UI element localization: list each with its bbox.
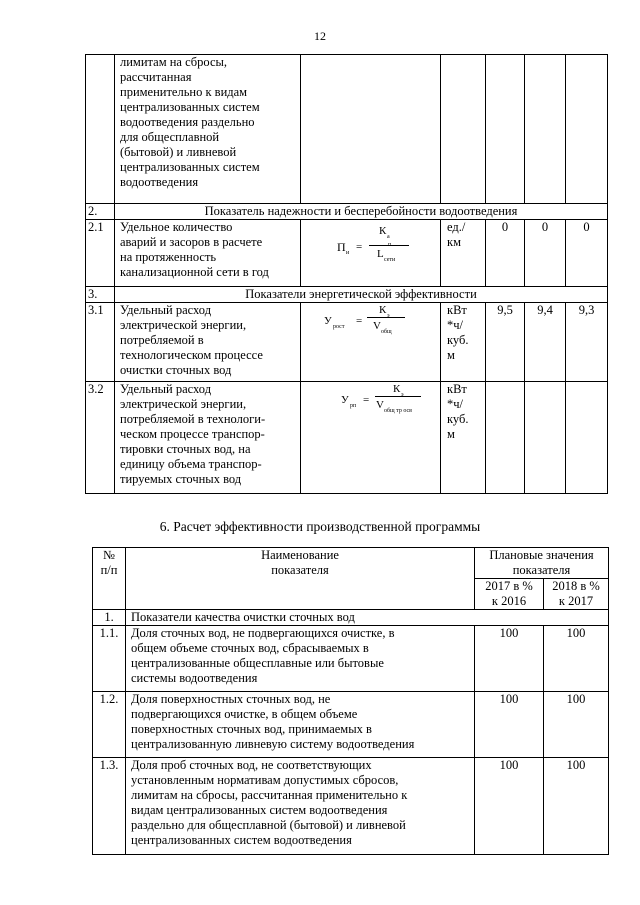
value-cell: 100: [475, 692, 544, 758]
section-row-2: [86, 204, 608, 220]
unit-cell: кВт *ч/ куб. м: [441, 303, 486, 382]
formula-denominator: V: [376, 399, 384, 411]
cell-description: Удельный расход электрической энергии, потребляемой в технологи- ческом процессе транспор- тировки сточных вод, на единицу объема транспор- тируемых сточных вод: [115, 382, 301, 494]
fraction-line: [375, 396, 421, 397]
formula-numerator-sub: э: [387, 313, 390, 319]
value-cell: 100: [475, 626, 544, 692]
formula-lhs: П: [337, 240, 346, 254]
row-number: 1.3.: [93, 758, 126, 855]
cell-description: Доля проб сточных вод, не соответствующих установленным нормативам допустимых сбросов, лимитам на сбросы, рассчитанная применительно к видам централизованных систем водоотведения раздельно для общесплавной (бытовой) и ливневой централизованных систем водоотведения: [126, 758, 475, 855]
unit-cell: кВт *ч/ куб. м: [441, 382, 486, 494]
cell-description: Удельное количество аварий и засоров в расчете на протяженность канализационной сети в год: [115, 220, 301, 287]
formula-eq: =: [363, 394, 370, 406]
formula-denominator: L: [377, 248, 384, 260]
header-2018: 2018 в % к 2017: [544, 579, 609, 610]
value-cell: 100: [475, 758, 544, 855]
header-plan: Плановые значения показателя: [475, 548, 609, 579]
row-number: 2.1: [86, 220, 115, 287]
section-title: Показатели энергетической эффективности: [115, 287, 608, 303]
table-row-1-3: [93, 758, 609, 855]
value-cell: 100: [544, 626, 609, 692]
formula-lhs: У: [341, 394, 349, 406]
formula-cell: [301, 382, 441, 494]
row-number: 3.2: [86, 382, 115, 494]
table-row-2-1: [86, 220, 608, 287]
efficiency-table: [92, 547, 609, 855]
formula-numerator: К: [393, 383, 401, 395]
indicators-table: [85, 54, 608, 494]
table-row-continuation: [86, 55, 608, 204]
value-cell: 0: [566, 220, 608, 287]
cell-description: лимитам на сбросы, рассчитанная применительно к видам централизованных систем водоотведения раздельно для общесплавной (бытовой) и ливневой централизованных систем водоотведения: [115, 55, 301, 204]
formula-denominator: V: [373, 320, 381, 332]
header-row: [93, 548, 609, 579]
formula-eq: =: [356, 241, 363, 253]
row-number: 1.2.: [93, 692, 126, 758]
formula-numerator: К: [379, 225, 387, 237]
value-cell: 9,5: [486, 303, 525, 382]
table-row-1-1: [93, 626, 609, 692]
table-row-3-1: [86, 303, 608, 382]
section-row-1: [93, 610, 609, 626]
formula-lhs: У: [324, 315, 332, 327]
value-cell: 100: [544, 758, 609, 855]
row-number: 1.1.: [93, 626, 126, 692]
fraction-line: [369, 245, 409, 246]
value-cell: 0: [525, 220, 566, 287]
formula-lhs-sub: рп: [350, 403, 357, 409]
formula-numerator-sub2: п: [388, 242, 392, 248]
section-row-3: [86, 287, 608, 303]
value-cell: 9,4: [525, 303, 566, 382]
cell-description: Доля поверхностных сточных вод, не подвергающихся очистке, в общем объеме поверхностных сточных вод, принимаемых в централизованную ливневую систему водоотведения: [126, 692, 475, 758]
value-cell: 9,3: [566, 303, 608, 382]
section-title: Показатели качества очистки сточных вод: [126, 610, 609, 626]
fraction-line: [367, 317, 405, 318]
formula-lhs-sub: и: [346, 250, 350, 256]
table-row-3-2: [86, 382, 608, 494]
header-name: Наименование показателя: [126, 548, 475, 610]
cell-description: Удельный расход электрической энергии, потребляемой в технологическом процессе очистки сточных вод: [115, 303, 301, 382]
section-number: 3.: [86, 287, 115, 303]
formula-numerator-sub: а: [387, 234, 390, 240]
unit-cell: ед./ км: [441, 220, 486, 287]
row-number: 3.1: [86, 303, 115, 382]
table-row-1-2: [93, 692, 609, 758]
formula-denominator-sub: общ: [381, 329, 392, 335]
value-cell: 100: [544, 692, 609, 758]
section-title: Показатель надежности и бесперебойности водоотведения: [115, 204, 608, 220]
header-2017: 2017 в % к 2016: [475, 579, 544, 610]
formula-eq: =: [356, 315, 363, 327]
page-number: 12: [314, 29, 326, 43]
cell-description: Доля сточных вод, не подвергающихся очистке, в общем объеме сточных вод, сбрасываемых в централизованные общесплавные или бытовые системы водоотведения: [126, 626, 475, 692]
section-number: 2.: [86, 204, 115, 220]
formula-cell: [301, 303, 441, 382]
formula-denominator-sub: сети: [384, 257, 396, 263]
value-cell: 0: [486, 220, 525, 287]
header-num: № п/п: [93, 548, 126, 610]
formula-numerator: К: [379, 304, 387, 316]
formula-cell: [301, 220, 441, 287]
formula-lhs-sub: рост: [333, 324, 345, 330]
section-number: 1.: [93, 610, 126, 626]
formula-denominator-sub: общ тр осв: [384, 408, 413, 414]
section-heading: 6. Расчет эффективности производственной программы: [159, 519, 481, 534]
formula-numerator-sub: э: [401, 392, 404, 398]
